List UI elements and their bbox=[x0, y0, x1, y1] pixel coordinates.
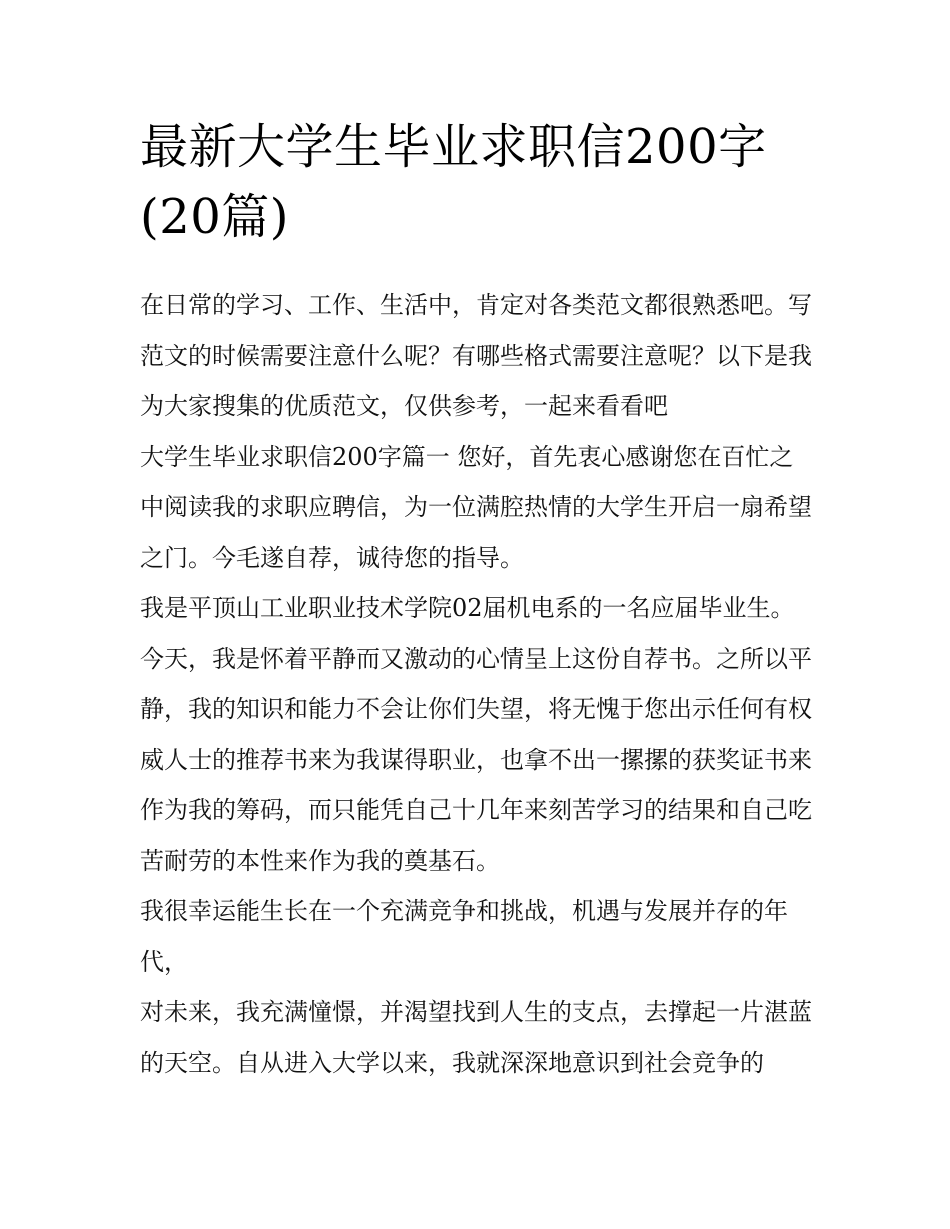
paragraph: 对未来，我充满憧憬，并渴望找到人生的支点，去撑起一片湛蓝的天空。自从进入大学以来，我就深深地意识到社会竞争的 bbox=[140, 998, 812, 1077]
paragraph: 大学生毕业求职信200字篇一 您好，首先衷心感谢您在百忙之中阅读我的求职应聘信，为一位满腔热情的大学生开启一扇希望之门。今毛遂自荐，诚待您的指导。 bbox=[140, 442, 812, 572]
document-title: 最新大学生毕业求职信200字(20篇) bbox=[140, 119, 767, 245]
document-body bbox=[140, 280, 812, 1088]
paragraph: 我很幸运能生长在一个充满竞争和挑战，机遇与发展并存的年代， bbox=[140, 897, 788, 976]
paragraph: 我是平顶山工业职业技术学院02届机电系的一名应届毕业生。今天，我是怀着平静而又激动的心情呈上这份自荐书。之所以平静，我的知识和能力不会让你们失望，将无愧于您出示任何有权威人士的推荐书来为我谋得职业，也拿不出一摞摞的获奖证书来作为我的筹码，而只能凭自己十几年来刻苦学习的结果和自己吃苦耐劳的本性来作为我的奠基石。 bbox=[140, 594, 812, 875]
document-content bbox=[140, 112, 812, 1088]
paragraph: 在日常的学习、工作、生活中，肯定对各类范文都很熟悉吧。写范文的时候需要注意什么呢？有哪些格式需要注意呢？以下是我为大家搜集的优质范文，仅供参考，一起来看看吧 bbox=[140, 291, 812, 420]
